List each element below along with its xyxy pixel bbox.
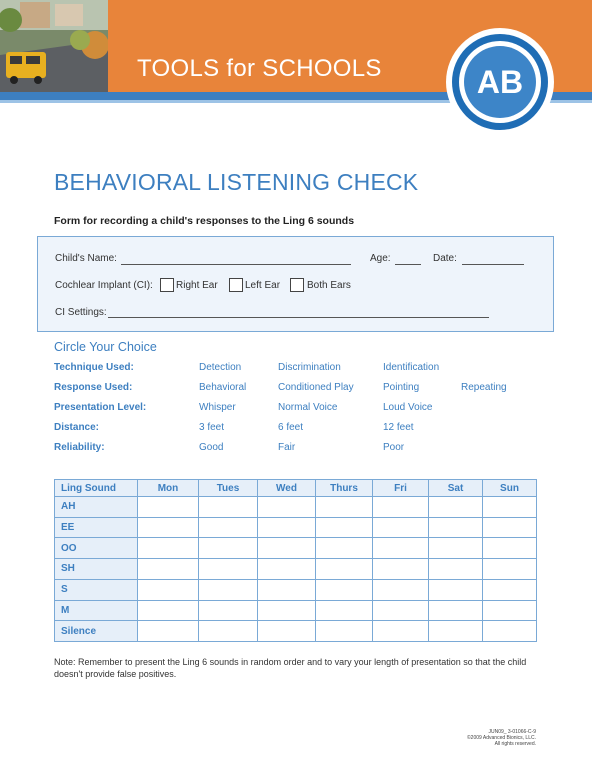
table-cell[interactable] (483, 621, 537, 642)
row-label-oo: OO (55, 538, 138, 559)
table-cell[interactable] (199, 517, 258, 538)
table-cell[interactable] (429, 621, 483, 642)
technique-label: Technique Used: (54, 362, 134, 373)
date-field[interactable] (462, 264, 524, 265)
table-cell[interactable] (199, 538, 258, 559)
table-cell[interactable] (258, 579, 316, 600)
table-row (55, 559, 537, 580)
option-conditioned-play[interactable]: Conditioned Play (278, 382, 354, 393)
table-cell[interactable] (199, 579, 258, 600)
page-subtitle: Form for recording a child's responses to the Ling 6 sounds (54, 215, 355, 227)
option-pointing[interactable]: Pointing (383, 382, 420, 393)
option-12-feet[interactable]: 12 feet (383, 422, 414, 433)
footer-rights: All rights reserved. (494, 741, 536, 747)
logo-text: AB (476, 64, 524, 100)
footer-copyright: ©2009 Advanced Bionics, LLC. (466, 735, 536, 741)
table-row (55, 538, 537, 559)
table-cell[interactable] (258, 621, 316, 642)
footer-code: JUN09_ 3-01066-C-9 (488, 729, 536, 735)
table-cell[interactable] (199, 600, 258, 621)
left-ear-label: Left Ear (245, 280, 281, 291)
option-poor[interactable]: Poor (383, 442, 405, 453)
option-identification[interactable]: Identification (383, 362, 440, 373)
header-ling-sound: Ling Sound (55, 480, 138, 497)
row-label-m: M (55, 600, 138, 621)
table-cell[interactable] (483, 559, 537, 580)
row-label-ee: EE (55, 517, 138, 538)
table-cell[interactable] (316, 600, 373, 621)
page-title: BEHAVIORAL LISTENING CHECK (54, 169, 419, 195)
option-behavioral[interactable]: Behavioral (199, 382, 247, 393)
table-row (55, 517, 537, 538)
table-cell[interactable] (138, 579, 199, 600)
date-label: Date: (433, 253, 457, 264)
option-good[interactable]: Good (199, 442, 224, 453)
row-label-ah: AH (55, 497, 138, 518)
ci-settings-label: CI Settings: (55, 307, 107, 318)
table-cell[interactable] (483, 579, 537, 600)
table-cell[interactable] (429, 517, 483, 538)
age-field[interactable] (395, 264, 421, 265)
table-cell[interactable] (316, 621, 373, 642)
option-repeating[interactable]: Repeating (461, 382, 507, 393)
table-cell[interactable] (483, 497, 537, 518)
table-header-row (55, 480, 537, 497)
table-cell[interactable] (138, 538, 199, 559)
ci-settings-field[interactable] (108, 317, 489, 318)
header-mon: Mon (138, 480, 199, 497)
footer-legal (386, 729, 536, 747)
table-cell[interactable] (258, 517, 316, 538)
table-cell[interactable] (138, 559, 199, 580)
school-bus-photo (0, 0, 108, 92)
table-cell[interactable] (316, 538, 373, 559)
table-cell[interactable] (258, 559, 316, 580)
table-row (55, 600, 537, 621)
note-text: Note: Remember to present the Ling 6 sounds in random order and to vary your length of presentation so that the child doesn't provide false positives. (54, 657, 527, 679)
ab-logo-icon (444, 26, 556, 138)
table-cell[interactable] (258, 600, 316, 621)
table-cell[interactable] (429, 579, 483, 600)
row-label-s: S (55, 579, 138, 600)
table-cell[interactable] (316, 517, 373, 538)
response-label: Response Used: (54, 382, 133, 393)
table-cell[interactable] (316, 579, 373, 600)
table-row (55, 621, 537, 642)
table-cell[interactable] (199, 559, 258, 580)
option-6-feet[interactable]: 6 feet (278, 422, 304, 433)
table-row (55, 579, 537, 600)
age-label: Age: (370, 253, 391, 264)
cochlear-implant-label: Cochlear Implant (CI): (55, 280, 153, 291)
child-info-box (37, 236, 554, 332)
table-cell[interactable] (429, 538, 483, 559)
table-cell[interactable] (373, 579, 429, 600)
table-cell[interactable] (138, 600, 199, 621)
header-sun: Sun (483, 480, 537, 497)
table-cell[interactable] (483, 600, 537, 621)
table-cell[interactable] (138, 621, 199, 642)
right-ear-checkbox[interactable] (160, 278, 174, 292)
table-cell[interactable] (373, 517, 429, 538)
table-cell[interactable] (429, 497, 483, 518)
option-whisper[interactable]: Whisper (199, 402, 236, 413)
brand-title: TOOLS for SCHOOLS (137, 55, 382, 82)
header-sat: Sat (429, 480, 483, 497)
row-label-silence: Silence (55, 621, 138, 642)
circle-choice-heading: Circle Your Choice (54, 340, 157, 354)
distance-label: Distance: (54, 422, 100, 433)
reliability-label: Reliability: (54, 442, 105, 453)
table-cell[interactable] (373, 621, 429, 642)
ling-sound-table (54, 479, 537, 642)
row-label-sh: SH (55, 559, 138, 580)
header-thurs: Thurs (316, 480, 373, 497)
child-name-label: Child's Name: (55, 253, 117, 264)
table-cell[interactable] (373, 497, 429, 518)
table-cell[interactable] (199, 497, 258, 518)
option-discrimination[interactable]: Discrimination (278, 362, 341, 373)
header-wed: Wed (258, 480, 316, 497)
table-cell[interactable] (316, 497, 373, 518)
both-ears-label: Both Ears (307, 280, 351, 291)
option-3-feet[interactable]: 3 feet (199, 422, 225, 433)
table-cell[interactable] (138, 497, 199, 518)
table-cell[interactable] (373, 559, 429, 580)
presentation-label: Presentation Level: (54, 402, 147, 413)
table-cell[interactable] (258, 538, 316, 559)
table-cell[interactable] (429, 600, 483, 621)
table-cell[interactable] (199, 621, 258, 642)
option-fair[interactable]: Fair (278, 442, 296, 453)
left-ear-checkbox[interactable] (229, 278, 243, 292)
table-cell[interactable] (316, 559, 373, 580)
right-ear-label: Right Ear (176, 280, 218, 291)
header-fri: Fri (373, 480, 429, 497)
table-cell[interactable] (373, 600, 429, 621)
child-name-field[interactable] (121, 264, 351, 265)
table-cell[interactable] (483, 517, 537, 538)
table-cell[interactable] (373, 538, 429, 559)
option-normal-voice[interactable]: Normal Voice (278, 402, 338, 413)
table-row (55, 497, 537, 518)
header-tues: Tues (199, 480, 258, 497)
both-ears-checkbox[interactable] (290, 278, 304, 292)
option-detection[interactable]: Detection (199, 362, 242, 373)
option-loud-voice[interactable]: Loud Voice (383, 402, 433, 413)
table-cell[interactable] (483, 538, 537, 559)
table-cell[interactable] (429, 559, 483, 580)
table-cell[interactable] (138, 517, 199, 538)
table-cell[interactable] (258, 497, 316, 518)
